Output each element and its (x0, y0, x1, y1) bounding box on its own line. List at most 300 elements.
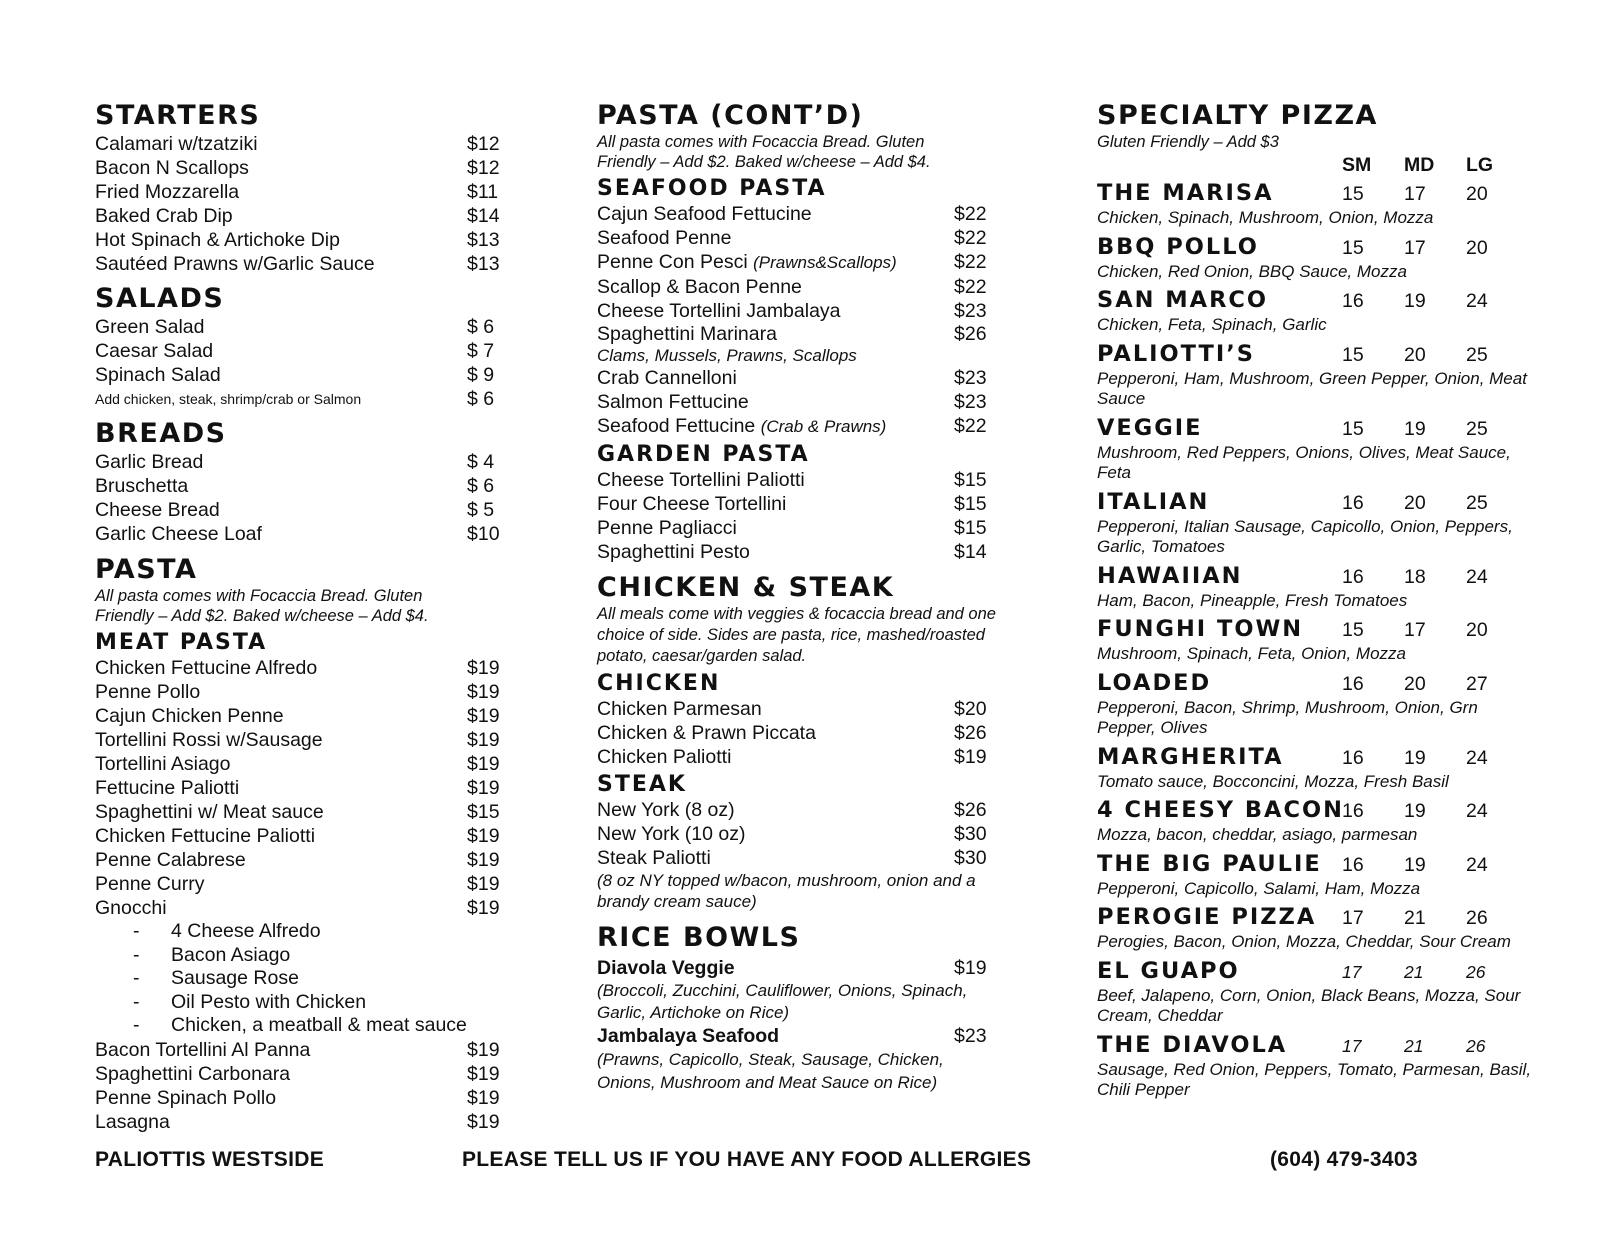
item-name: New York (8 oz) (597, 799, 735, 821)
pizza-item (1097, 178, 1537, 229)
item-name: Spaghettini w/ Meat sauce (95, 801, 324, 823)
item-price: $19 (467, 753, 500, 775)
seafood-pasta-list (597, 202, 992, 439)
pizza-name: THE BIG PAULIE (1097, 850, 1322, 877)
pizza-description: Pepperoni, Bacon, Shrimp, Mushroom, Onion, Grn Pepper, Olives (1097, 697, 1478, 737)
item-price: $23 (954, 367, 987, 389)
pizza-name: PALIOTTI’S (1097, 340, 1256, 367)
pizza-header (1097, 902, 1537, 932)
pizza-item (1097, 487, 1537, 558)
pizza-header (1097, 487, 1537, 517)
menu-item (597, 540, 992, 564)
price-md: 21 (1404, 1035, 1424, 1056)
item-name-main: Penne Con Pesci (597, 251, 748, 273)
pizza-description: Pepperoni, Ham, Mushroom, Green Pepper, Onion, Meat Sauce (1097, 368, 1527, 408)
price-sm: 15 (1342, 183, 1364, 205)
item-name: Garlic Cheese Loaf (95, 523, 262, 545)
pizza-description: Mushroom, Spinach, Feta, Onion, Mozza (1097, 644, 1406, 663)
price-lg: 25 (1466, 343, 1488, 366)
item-price: $22 (954, 227, 987, 249)
item-price: $19 (954, 746, 987, 768)
item-price: $14 (954, 541, 987, 563)
pizza-description: Chicken, Red Onion, BBQ Sauce, Mozza (1097, 261, 1407, 281)
item-price: $26 (954, 722, 987, 744)
menu-item (95, 728, 505, 752)
price-lg: 24 (1466, 290, 1488, 312)
item-name: Cheese Bread (95, 499, 220, 521)
item-price: $19 (467, 1038, 500, 1061)
pizza-item (1097, 795, 1537, 846)
item-name: Lasagna (95, 1110, 170, 1133)
pizza-header (1097, 1030, 1537, 1060)
restaurant-name: PALIOTTIS WESTSIDE (95, 1148, 325, 1171)
pizza-name: BBQ POLLO (1097, 233, 1259, 260)
price-md: 17 (1404, 619, 1426, 641)
pizza-item (1097, 614, 1537, 665)
item-name: Fettucine Paliotti (95, 777, 240, 799)
price-lg: 25 (1466, 417, 1488, 440)
item-name-sub: (Prawns&Scallops) (753, 253, 897, 272)
item-name: Cheese Tortellini Jambalaya (597, 300, 841, 322)
item-price: $12 (467, 157, 500, 179)
item-name: Cajun Seafood Fettucine (597, 203, 812, 225)
pizza-description: Beef, Jalapeno, Corn, Onion, Black Beans, Mozza, Sour Cream, Cheddar (1097, 985, 1521, 1025)
price-md: 19 (1404, 290, 1426, 312)
pasta-title: PASTA (95, 554, 198, 585)
garden-pasta-list (597, 468, 992, 564)
item-price: $15 (954, 469, 987, 491)
salads-list (95, 315, 505, 411)
size-sm: SM (1342, 154, 1372, 176)
item-price: $ 9 (467, 364, 495, 386)
pizza-description: Tomato sauce, Bocconcini, Mozza, Fresh Basil (1097, 771, 1449, 791)
size-lg: LG (1466, 154, 1494, 176)
price-lg: 24 (1466, 565, 1488, 588)
item-price: $19 (467, 705, 500, 727)
size-md: MD (1404, 154, 1435, 176)
menu-item (95, 800, 505, 824)
pizza-item (1097, 413, 1537, 484)
price-lg: 24 (1466, 800, 1488, 822)
pasta-contd-note: All pasta comes with Focaccia Bread. Gluten Friendly – Add $2. Baked w/cheese – Add $4. (597, 133, 931, 171)
option-name: 4 Cheese Alfredo (171, 920, 321, 942)
item-price: $19 (467, 657, 500, 679)
price-sm: 16 (1342, 800, 1364, 822)
price-md: 21 (1404, 961, 1424, 982)
price-lg: 26 (1466, 907, 1488, 929)
item-price: $19 (467, 825, 500, 847)
starters-list (95, 132, 505, 276)
item-name: Four Cheese Tortellini (597, 493, 787, 515)
meat-pasta-title: MEAT PASTA (95, 630, 268, 655)
item-name: Scallop & Bacon Penne (597, 276, 802, 298)
price-sm: 16 (1342, 746, 1364, 769)
rice-bowls-list (597, 956, 992, 1094)
item-price: $26 (954, 323, 987, 345)
pizza-name: PEROGIE PIZZA (1097, 904, 1317, 930)
price-lg: 20 (1466, 236, 1488, 259)
specialty-pizza-note: Gluten Friendly – Add $3 (1097, 133, 1279, 151)
chicken-steak-note: All meals come with veggies & focaccia bread and one choice of side. Sides are pasta, rice, mashed/roasted potato, caesar/garden salad. (597, 605, 996, 665)
item-price: $23 (954, 391, 987, 413)
item-name: Fried Mozzarella (95, 181, 240, 203)
menu-item (597, 697, 992, 721)
item-name: Penne Curry (95, 873, 205, 895)
item-price: $ 5 (467, 499, 495, 521)
item-price: $15 (954, 517, 987, 539)
item-name: Sautéed Prawns w/Garlic Sauce (95, 253, 375, 275)
item-price: $ 7 (467, 340, 495, 362)
option-name: Oil Pesto with Chicken (171, 990, 367, 1013)
dash: - (133, 1014, 140, 1036)
item-price: $19 (467, 729, 500, 751)
pizza-name: VEGGIE (1097, 414, 1203, 441)
chicken-steak-title: CHICKEN & STEAK (597, 572, 895, 603)
item-price: $11 (467, 181, 499, 203)
pizza-header (1097, 849, 1537, 879)
item-price: $13 (467, 253, 500, 275)
pizza-item (1097, 561, 1537, 612)
price-lg: 20 (1466, 183, 1488, 205)
price-lg: 26 (1466, 1035, 1486, 1056)
price-lg: 27 (1466, 672, 1488, 695)
menu-item (95, 252, 505, 276)
item-name: Cheese Tortellini Paliotti (597, 469, 805, 491)
price-md: 19 (1404, 746, 1426, 769)
item-price: $10 (467, 523, 500, 545)
item-name: Spaghettini Carbonara (95, 1062, 291, 1085)
item-name: Garlic Bread (95, 451, 204, 473)
item-name (597, 414, 886, 439)
price-md: 20 (1404, 672, 1426, 695)
menu-item (95, 228, 505, 252)
menu-item (95, 776, 505, 800)
pasta-contd-title: PASTA (CONT’D) (597, 100, 864, 131)
dash: - (133, 967, 140, 989)
pizza-name: EL GUAPO (1097, 957, 1240, 984)
pizza-header (1097, 178, 1537, 208)
pizza-name: 4 CHEESY BACON (1097, 797, 1344, 823)
column-1 (95, 100, 505, 1134)
item-price: $19 (954, 957, 987, 979)
price-sm: 16 (1342, 491, 1364, 514)
price-sm: 15 (1342, 417, 1364, 440)
item-price: $19 (467, 1110, 500, 1133)
item-name: Bruschetta (95, 475, 189, 497)
menu-item (597, 323, 992, 345)
menu-item (597, 250, 992, 275)
item-price: $23 (954, 1025, 987, 1047)
menu-item (597, 390, 992, 414)
item-price: $ 6 (467, 316, 495, 338)
item-description: (Broccoli, Zucchini, Cauliflower, Onions, Spinach, Garlic, Artichoke on Rice) (597, 981, 968, 1022)
item-name: New York (10 oz) (597, 823, 746, 845)
price-lg: 24 (1466, 746, 1488, 769)
price-md: 19 (1404, 417, 1426, 440)
pizza-name: THE DIAVOLA (1097, 1031, 1288, 1058)
menu-item (95, 315, 505, 339)
item-price: $19 (467, 849, 500, 871)
pizza-name: MARGHERITA (1097, 743, 1284, 770)
pizza-header (1097, 742, 1537, 772)
item-price: $26 (954, 799, 987, 821)
price-sm: 17 (1342, 907, 1364, 929)
pasta-note: All pasta comes with Focaccia Bread. Gluten Friendly – Add $2. Baked w/cheese – Add $4. (95, 587, 429, 625)
item-price: $19 (467, 777, 500, 799)
salads-title: SALADS (95, 283, 225, 314)
size-header (1097, 152, 1537, 178)
menu-item (95, 363, 505, 387)
pizza-description: Chicken, Feta, Spinach, Garlic (1097, 315, 1327, 334)
menu-item (95, 450, 505, 474)
item-name: Green Salad (95, 316, 205, 338)
pizza-description: Mushroom, Red Peppers, Onions, Olives, Meat Sauce, Feta (1097, 442, 1511, 482)
chicken-list (597, 697, 992, 769)
item-price: $13 (467, 229, 500, 251)
pizza-item (1097, 849, 1537, 900)
menu-item (95, 896, 505, 920)
price-sm: 16 (1342, 853, 1364, 876)
item-name: Chicken Fettucine Alfredo (95, 657, 318, 679)
menu-item (597, 745, 992, 769)
item-name: Seafood Penne (597, 227, 732, 249)
item-name (597, 250, 897, 275)
item-price: $30 (954, 823, 987, 845)
dash: - (133, 990, 140, 1013)
item-price: $22 (954, 203, 987, 225)
price-sm: 16 (1342, 290, 1364, 312)
item-price: $20 (954, 698, 987, 720)
price-sm: 15 (1342, 619, 1364, 641)
price-lg: 20 (1466, 619, 1488, 641)
item-price: $19 (467, 681, 500, 703)
menu-item (95, 498, 505, 522)
chicken-title: CHICKEN (597, 671, 721, 696)
gnocchi-option (95, 1014, 505, 1038)
item-price: $15 (954, 493, 987, 515)
item-price: $12 (467, 133, 500, 155)
menu-item (597, 275, 992, 299)
item-price: $23 (954, 300, 987, 322)
pizza-description: Perogies, Bacon, Onion, Mozza, Cheddar, Sour Cream (1097, 932, 1511, 951)
menu-item (95, 474, 505, 498)
menu-item (95, 156, 505, 180)
menu-item (95, 522, 505, 546)
item-price: $19 (467, 897, 500, 919)
column-2 (597, 100, 1022, 1094)
pizza-header (1097, 614, 1537, 644)
pizza-description: Sausage, Red Onion, Peppers, Tomato, Parmesan, Basil, Chili Pepper (1097, 1059, 1532, 1099)
menu-item (95, 848, 505, 872)
item-name: Baked Crab Dip (95, 205, 233, 227)
menu-item (597, 721, 992, 745)
pizza-header (1097, 413, 1537, 443)
item-name: Chicken Fettucine Paliotti (95, 825, 316, 847)
pizza-header (1097, 561, 1537, 591)
item-name: Penne Calabrese (95, 849, 246, 871)
menu-item (597, 516, 992, 540)
price-md: 21 (1404, 907, 1426, 929)
pizza-item (1097, 1030, 1537, 1101)
item-price: $22 (954, 251, 987, 273)
price-md: 17 (1404, 183, 1426, 205)
menu-item (597, 299, 992, 323)
option-name: Bacon Asiago (171, 943, 291, 966)
menu-item (95, 204, 505, 228)
menu-item (95, 680, 505, 704)
item-price: $ 6 (467, 475, 495, 497)
item-name: Bacon N Scallops (95, 157, 249, 179)
pizza-header (1097, 795, 1537, 825)
price-sm: 16 (1342, 565, 1364, 588)
pizza-item (1097, 285, 1537, 336)
pizza-item (1097, 902, 1537, 953)
item-name: Chicken Paliotti (597, 746, 732, 768)
pizza-list (1097, 178, 1537, 1101)
item-price: $ 4 (467, 451, 495, 473)
specialty-pizza-title: SPECIALTY PIZZA (1097, 100, 1378, 131)
price-md: 20 (1404, 491, 1426, 514)
item-description: Clams, Mussels, Prawns, Scallops (597, 346, 857, 365)
item-name-main: Seafood Fettucine (597, 415, 756, 437)
item-name: Crab Cannelloni (597, 367, 737, 389)
menu-item (597, 468, 992, 492)
option-name: Sausage Rose (171, 967, 299, 989)
item-price: $19 (467, 873, 500, 895)
item-price: $19 (467, 1062, 500, 1085)
menu-item (95, 180, 505, 204)
price-md: 20 (1404, 343, 1426, 366)
item-name: Spaghettini Marinara (597, 323, 777, 345)
meat-pasta-list (95, 656, 505, 1134)
item-name: Tortellini Asiago (95, 753, 231, 775)
gnocchi-option (95, 991, 505, 1015)
pizza-description: Pepperoni, Italian Sausage, Capicollo, Onion, Peppers, Garlic, Tomatoes (1097, 516, 1513, 556)
menu-item (597, 202, 992, 226)
item-price: $15 (467, 801, 500, 823)
menu-item (95, 1086, 505, 1110)
price-md: 17 (1404, 236, 1426, 259)
pizza-item (1097, 339, 1537, 410)
gnocchi-option (95, 967, 505, 991)
gnocchi-option (95, 944, 505, 968)
menu-item (95, 752, 505, 776)
item-name: Steak Paliotti (597, 847, 711, 869)
breads-list (95, 450, 505, 546)
item-name: Diavola Veggie (597, 957, 735, 979)
menu-item (95, 656, 505, 680)
steak-title: STEAK (597, 772, 687, 797)
menu-item (95, 872, 505, 896)
item-name: Cajun Chicken Penne (95, 705, 284, 727)
item-name: Gnocchi (95, 897, 167, 919)
menu-item (95, 1110, 505, 1134)
menu-item (597, 956, 992, 980)
item-name: Spinach Salad (95, 364, 221, 386)
item-price: $30 (954, 847, 987, 869)
menu-item (95, 704, 505, 728)
pizza-description: Chicken, Spinach, Mushroom, Onion, Mozza (1097, 208, 1434, 227)
menu-item (597, 846, 992, 870)
item-name: Bacon Tortellini Al Panna (95, 1038, 311, 1061)
price-sm: 17 (1342, 961, 1362, 982)
pizza-name: HAWAIIAN (1097, 562, 1243, 589)
pizza-name: SAN MARCO (1097, 287, 1269, 313)
steak-list (597, 798, 992, 912)
pizza-header (1097, 285, 1537, 315)
price-md: 19 (1404, 853, 1426, 876)
pizza-header (1097, 668, 1537, 698)
price-sm: 15 (1342, 236, 1364, 259)
starters-title: STARTERS (95, 100, 261, 131)
breads-title: BREADS (95, 418, 227, 449)
menu-item (597, 226, 992, 250)
menu-item (597, 414, 992, 439)
price-lg: 25 (1466, 491, 1488, 514)
item-name: Penne Pollo (95, 681, 201, 703)
item-description: (8 oz NY topped w/bacon, mushroom, onion and a brandy cream sauce) (597, 871, 976, 911)
item-name: Jambalaya Seafood (597, 1025, 780, 1047)
pizza-item (1097, 742, 1537, 793)
item-name: Spaghettini Pesto (597, 541, 750, 563)
menu-item (95, 339, 505, 363)
price-lg: 26 (1466, 961, 1486, 982)
item-name: Tortellini Rossi w/Sausage (95, 729, 323, 751)
item-price: $14 (467, 205, 500, 227)
item-price: $19 (467, 1086, 500, 1109)
garden-pasta-title: GARDEN PASTA (597, 442, 810, 467)
price-md: 19 (1404, 800, 1426, 822)
menu-item (95, 1062, 505, 1086)
menu-item (597, 492, 992, 516)
allergy-notice: PLEASE TELL US IF YOU HAVE ANY FOOD ALLERGIES (462, 1148, 1032, 1171)
pizza-description: Pepperoni, Capicollo, Salami, Ham, Mozza (1097, 878, 1421, 898)
item-name: Hot Spinach & Artichoke Dip (95, 229, 340, 251)
price-md: 18 (1404, 565, 1426, 588)
menu-item (597, 798, 992, 822)
price-lg: 24 (1466, 853, 1488, 876)
pizza-name: ITALIAN (1097, 488, 1210, 515)
price-sm: 16 (1342, 672, 1364, 695)
dash: - (133, 943, 140, 966)
menu-item (597, 1024, 992, 1048)
pizza-item (1097, 956, 1537, 1027)
item-name: Calamari w/tzatziki (95, 133, 258, 155)
phone-number: (604) 479-3403 (1270, 1148, 1418, 1171)
gnocchi-option (95, 920, 505, 944)
pizza-description: Ham, Bacon, Pineapple, Fresh Tomatoes (1097, 590, 1408, 610)
rice-bowls-title: RICE BOWLS (597, 922, 801, 953)
pizza-header (1097, 339, 1537, 369)
pizza-header (1097, 956, 1537, 986)
menu-item (597, 822, 992, 846)
pizza-name: THE MARISA (1097, 180, 1274, 206)
pizza-item (1097, 668, 1537, 739)
option-name: Chicken, a meatball & meat sauce (171, 1014, 467, 1036)
item-name-sub: (Crab & Prawns) (760, 417, 887, 436)
seafood-pasta-title: SEAFOOD PASTA (597, 176, 827, 201)
dash: - (133, 920, 140, 942)
item-name: Chicken & Prawn Piccata (597, 722, 816, 744)
column-3 (1097, 100, 1537, 1104)
item-price: $ 6 (467, 388, 495, 410)
menu-item (95, 1038, 505, 1062)
item-name: Chicken Parmesan (597, 698, 762, 720)
pizza-name: FUNGHI TOWN (1097, 616, 1304, 642)
menu-item (95, 132, 505, 156)
menu-item (95, 824, 505, 848)
item-name: Penne Pagliacci (597, 517, 737, 539)
